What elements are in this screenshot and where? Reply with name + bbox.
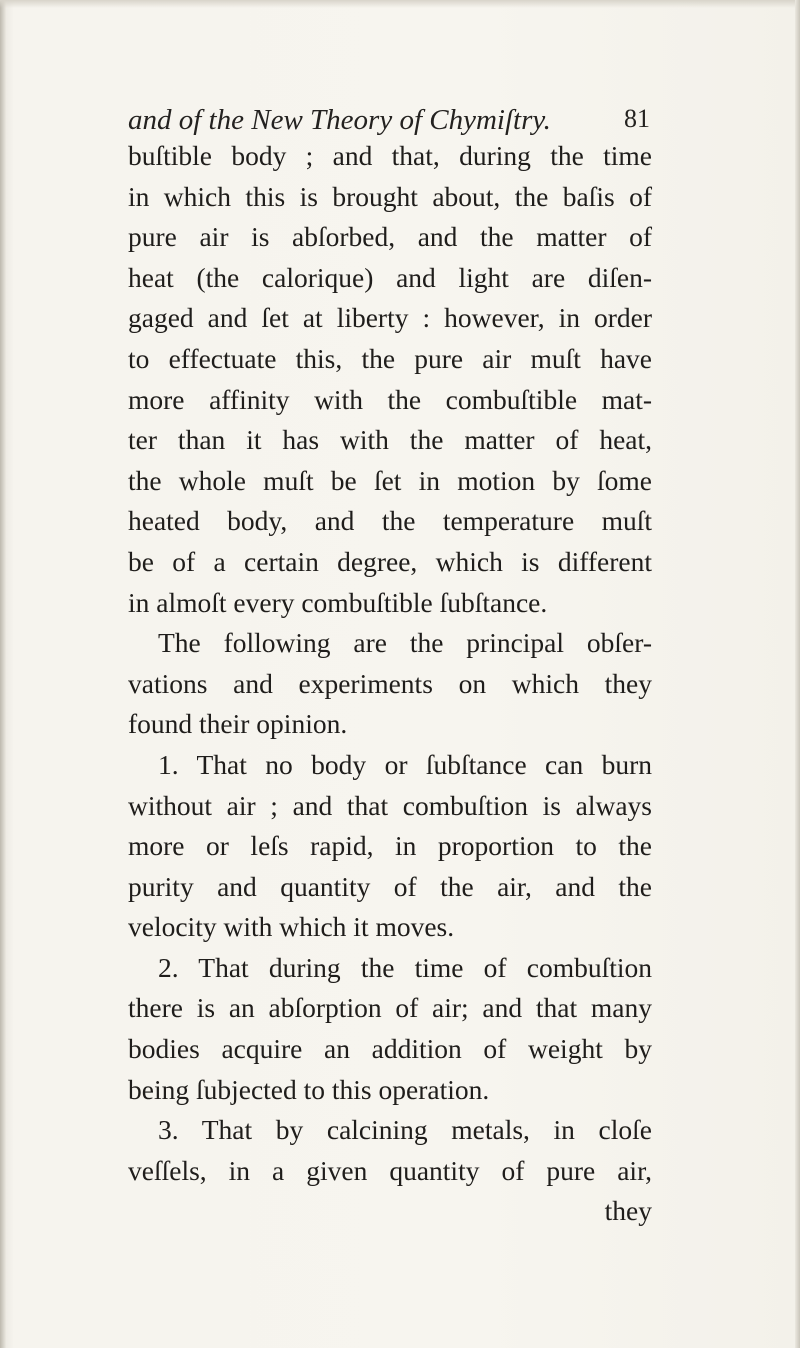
page-top-shadow [0,0,800,8]
text-line: 1. That no body or ſubſtance can burn [158,748,652,780]
text-line: heated body, and the temperature muſt [128,505,652,537]
text-line: there is an abſorption of air; and that many [128,992,652,1024]
text-line: vations and experiments on which they [128,667,652,699]
page-number: 81 [624,104,650,133]
text-line: to effectuate this, the pure air muſt have [128,342,652,374]
text-line: gaged and ſet at liberty : however, in order [128,302,652,334]
text-line: The following are the principal obſer- [158,627,652,659]
text-line: be of a certain degree, which is different [128,545,652,577]
text-line: heat (the calorique) and light are diſen- [128,261,652,293]
page-right-edge [795,0,800,1348]
text-line: more or leſs rapid, in proportion to the [128,830,652,862]
body-text [128,136,652,1232]
text-line: 2. That during the time of combuſtion [158,951,652,983]
catchword: they [604,1195,652,1227]
text-line: 3. That by calcining metals, in cloſe [158,1114,652,1146]
text-line: velocity with which it moves. [128,911,455,943]
page-gutter-edge [0,0,6,1348]
text-line: in which this is brought about, the baſis of [128,180,652,212]
text-line: ter than it has with the matter of heat, [128,424,652,456]
text-line: the whole muſt be ſet in motion by ſome [128,464,652,496]
text-line: bodies acquire an addition of weight by [128,1033,652,1065]
text-line: buſtible body ; and that, during the time [128,140,652,171]
running-title: and of the New Theory of Chymiſtry. [128,104,551,136]
text-line: in almoſt every combuſtible ſubſtance. [128,586,548,618]
text-line: more affinity with the combuſtible mat- [128,383,652,415]
text-line: being ſubjected to this operation. [128,1073,490,1105]
text-line: found their opinion. [128,708,348,740]
text-line: pure air is abſorbed, and the matter of [128,221,652,253]
text-line: purity and quantity of the air, and the [128,870,652,902]
text-line: veſſels, in a given quantity of pure air, [128,1154,652,1186]
text-line: without air ; and that combuſtion is always [128,789,652,821]
